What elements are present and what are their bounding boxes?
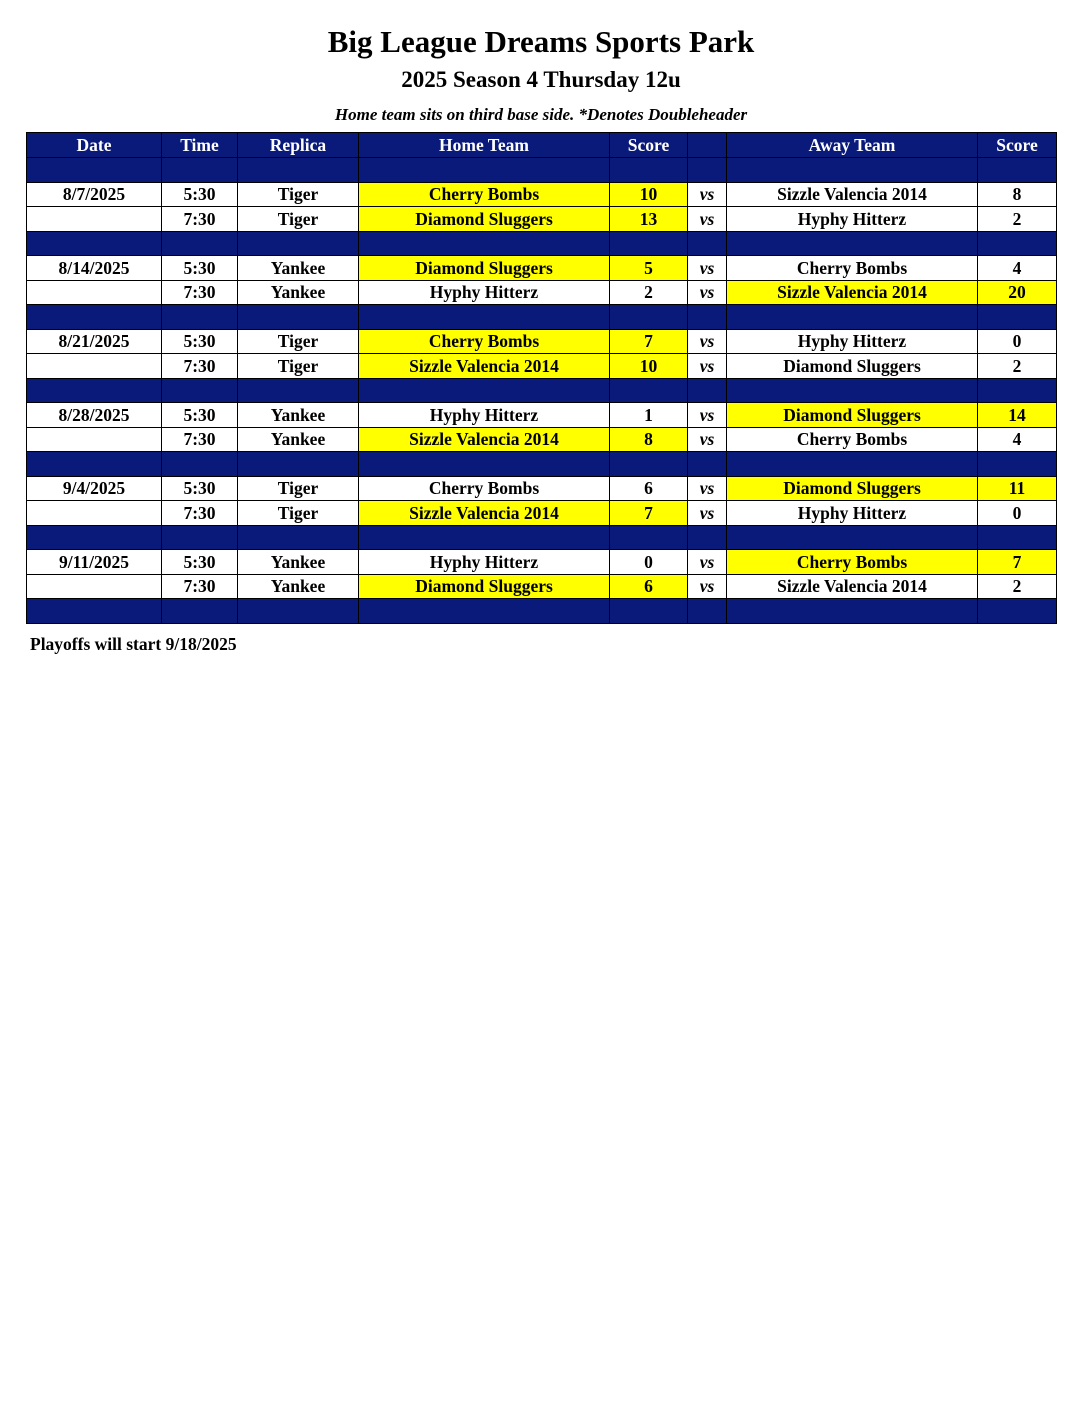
away-team-cell: Diamond Sluggers bbox=[727, 403, 978, 428]
separator-cell bbox=[978, 452, 1057, 477]
vs-cell: vs bbox=[688, 280, 727, 305]
separator-row bbox=[27, 525, 1057, 550]
date-cell bbox=[27, 207, 162, 232]
game-row bbox=[27, 256, 1057, 281]
away-score-cell: 14 bbox=[978, 403, 1057, 428]
time-cell: 7:30 bbox=[162, 354, 238, 379]
separator-cell bbox=[27, 452, 162, 477]
vs-cell: vs bbox=[688, 207, 727, 232]
separator-cell bbox=[727, 231, 978, 256]
column-header-date: Date bbox=[27, 133, 162, 158]
separator-cell bbox=[978, 525, 1057, 550]
separator-cell bbox=[27, 231, 162, 256]
separator-cell bbox=[238, 378, 359, 403]
separator-cell bbox=[162, 158, 238, 183]
separator-row bbox=[27, 231, 1057, 256]
date-cell bbox=[27, 354, 162, 379]
separator-cell bbox=[162, 525, 238, 550]
away-team-cell: Hyphy Hitterz bbox=[727, 329, 978, 354]
away-score-cell: 4 bbox=[978, 427, 1057, 452]
away-score-cell: 20 bbox=[978, 280, 1057, 305]
home-team-cell: Cherry Bombs bbox=[359, 182, 610, 207]
home-score-cell: 0 bbox=[610, 550, 688, 575]
separator-row bbox=[27, 378, 1057, 403]
date-cell: 8/14/2025 bbox=[27, 256, 162, 281]
away-score-cell: 0 bbox=[978, 501, 1057, 526]
separator-cell bbox=[27, 378, 162, 403]
date-cell: 8/28/2025 bbox=[27, 403, 162, 428]
separator-cell bbox=[27, 525, 162, 550]
home-team-cell: Sizzle Valencia 2014 bbox=[359, 501, 610, 526]
vs-cell: vs bbox=[688, 329, 727, 354]
vs-cell: vs bbox=[688, 550, 727, 575]
vs-cell: vs bbox=[688, 427, 727, 452]
home-team-cell: Diamond Sluggers bbox=[359, 256, 610, 281]
separator-cell bbox=[359, 158, 610, 183]
home-team-cell: Hyphy Hitterz bbox=[359, 280, 610, 305]
page-subtitle: 2025 Season 4 Thursday 12u bbox=[401, 67, 681, 92]
home-score-cell: 8 bbox=[610, 427, 688, 452]
home-team-cell: Sizzle Valencia 2014 bbox=[359, 354, 610, 379]
away-score-cell: 2 bbox=[978, 207, 1057, 232]
separator-cell bbox=[27, 305, 162, 330]
game-row bbox=[27, 354, 1057, 379]
column-header-vs bbox=[688, 133, 727, 158]
away-score-cell: 2 bbox=[978, 574, 1057, 599]
separator-cell bbox=[27, 158, 162, 183]
separator-cell bbox=[162, 378, 238, 403]
away-team-cell: Sizzle Valencia 2014 bbox=[727, 280, 978, 305]
separator-cell bbox=[162, 452, 238, 477]
away-team-cell: Cherry Bombs bbox=[727, 256, 978, 281]
separator-cell bbox=[727, 525, 978, 550]
vs-cell: vs bbox=[688, 574, 727, 599]
vs-cell: vs bbox=[688, 501, 727, 526]
separator-cell bbox=[688, 305, 727, 330]
time-cell: 5:30 bbox=[162, 182, 238, 207]
vs-cell: vs bbox=[688, 403, 727, 428]
separator-cell bbox=[238, 599, 359, 624]
replica-cell: Yankee bbox=[238, 574, 359, 599]
replica-cell: Tiger bbox=[238, 182, 359, 207]
separator-cell bbox=[610, 305, 688, 330]
home-score-cell: 5 bbox=[610, 256, 688, 281]
home-score-cell: 6 bbox=[610, 574, 688, 599]
home-score-cell: 10 bbox=[610, 354, 688, 379]
game-row bbox=[27, 550, 1057, 575]
replica-cell: Tiger bbox=[238, 501, 359, 526]
game-row bbox=[27, 403, 1057, 428]
separator-cell bbox=[978, 231, 1057, 256]
time-cell: 5:30 bbox=[162, 403, 238, 428]
time-cell: 5:30 bbox=[162, 476, 238, 501]
home-score-cell: 2 bbox=[610, 280, 688, 305]
time-cell: 5:30 bbox=[162, 256, 238, 281]
away-team-cell: Hyphy Hitterz bbox=[727, 501, 978, 526]
separator-cell bbox=[610, 599, 688, 624]
separator-cell bbox=[359, 452, 610, 477]
separator-cell bbox=[610, 378, 688, 403]
separator-cell bbox=[727, 599, 978, 624]
column-header-replica: Replica bbox=[238, 133, 359, 158]
date-cell: 8/7/2025 bbox=[27, 182, 162, 207]
time-cell: 7:30 bbox=[162, 427, 238, 452]
home-score-cell: 1 bbox=[610, 403, 688, 428]
replica-cell: Yankee bbox=[238, 550, 359, 575]
away-score-cell: 2 bbox=[978, 354, 1057, 379]
separator-cell bbox=[359, 599, 610, 624]
column-header-away-score: Score bbox=[978, 133, 1057, 158]
game-row bbox=[27, 280, 1057, 305]
away-score-cell: 4 bbox=[978, 256, 1057, 281]
separator-cell bbox=[978, 599, 1057, 624]
home-team-cell: Sizzle Valencia 2014 bbox=[359, 427, 610, 452]
separator-cell bbox=[727, 158, 978, 183]
separator-cell bbox=[359, 378, 610, 403]
away-team-cell: Sizzle Valencia 2014 bbox=[727, 574, 978, 599]
vs-cell: vs bbox=[688, 182, 727, 207]
replica-cell: Tiger bbox=[238, 476, 359, 501]
home-team-cell: Cherry Bombs bbox=[359, 329, 610, 354]
replica-cell: Tiger bbox=[238, 354, 359, 379]
date-cell bbox=[27, 574, 162, 599]
column-header-home-score: Score bbox=[610, 133, 688, 158]
home-score-cell: 6 bbox=[610, 476, 688, 501]
away-score-cell: 0 bbox=[978, 329, 1057, 354]
separator-cell bbox=[359, 231, 610, 256]
away-team-cell: Diamond Sluggers bbox=[727, 354, 978, 379]
away-team-cell: Diamond Sluggers bbox=[727, 476, 978, 501]
separator-row bbox=[27, 305, 1057, 330]
time-cell: 5:30 bbox=[162, 550, 238, 575]
separator-cell bbox=[162, 231, 238, 256]
game-row bbox=[27, 207, 1057, 232]
game-row bbox=[27, 182, 1057, 207]
separator-cell bbox=[978, 158, 1057, 183]
away-score-cell: 7 bbox=[978, 550, 1057, 575]
separator-cell bbox=[688, 158, 727, 183]
time-cell: 7:30 bbox=[162, 574, 238, 599]
playoffs-note: Playoffs will start 9/18/2025 bbox=[30, 634, 237, 654]
separator-cell bbox=[359, 525, 610, 550]
separator-cell bbox=[27, 599, 162, 624]
separator-row bbox=[27, 158, 1057, 183]
separator-cell bbox=[238, 158, 359, 183]
time-cell: 5:30 bbox=[162, 329, 238, 354]
vs-cell: vs bbox=[688, 354, 727, 379]
away-team-cell: Cherry Bombs bbox=[727, 427, 978, 452]
game-row bbox=[27, 329, 1057, 354]
replica-cell: Yankee bbox=[238, 280, 359, 305]
home-score-cell: 13 bbox=[610, 207, 688, 232]
separator-cell bbox=[162, 305, 238, 330]
time-cell: 7:30 bbox=[162, 280, 238, 305]
date-cell: 8/21/2025 bbox=[27, 329, 162, 354]
separator-cell bbox=[238, 305, 359, 330]
replica-cell: Yankee bbox=[238, 403, 359, 428]
separator-cell bbox=[238, 452, 359, 477]
page-note: Home team sits on third base side. *Denotes Doubleheader bbox=[334, 105, 748, 124]
vs-cell: vs bbox=[688, 256, 727, 281]
separator-cell bbox=[610, 452, 688, 477]
vs-cell: vs bbox=[688, 476, 727, 501]
page-title: Big League Dreams Sports Park bbox=[327, 24, 755, 59]
separator-cell bbox=[688, 378, 727, 403]
column-header-home-team: Home Team bbox=[359, 133, 610, 158]
separator-row bbox=[27, 599, 1057, 624]
replica-cell: Yankee bbox=[238, 427, 359, 452]
home-team-cell: Hyphy Hitterz bbox=[359, 550, 610, 575]
separator-cell bbox=[238, 231, 359, 256]
game-row bbox=[27, 501, 1057, 526]
table-header-row bbox=[27, 133, 1057, 158]
home-team-cell: Hyphy Hitterz bbox=[359, 403, 610, 428]
game-row bbox=[27, 427, 1057, 452]
date-cell: 9/11/2025 bbox=[27, 550, 162, 575]
time-cell: 7:30 bbox=[162, 501, 238, 526]
separator-row bbox=[27, 452, 1057, 477]
date-cell bbox=[27, 427, 162, 452]
separator-cell bbox=[978, 378, 1057, 403]
separator-cell bbox=[688, 231, 727, 256]
separator-cell bbox=[727, 452, 978, 477]
separator-cell bbox=[688, 525, 727, 550]
away-team-cell: Sizzle Valencia 2014 bbox=[727, 182, 978, 207]
home-team-cell: Diamond Sluggers bbox=[359, 574, 610, 599]
game-row bbox=[27, 574, 1057, 599]
replica-cell: Tiger bbox=[238, 207, 359, 232]
date-cell: 9/4/2025 bbox=[27, 476, 162, 501]
game-row bbox=[27, 476, 1057, 501]
column-header-away-team: Away Team bbox=[727, 133, 978, 158]
schedule-table bbox=[26, 132, 1057, 624]
home-score-cell: 10 bbox=[610, 182, 688, 207]
replica-cell: Tiger bbox=[238, 329, 359, 354]
home-team-cell: Cherry Bombs bbox=[359, 476, 610, 501]
away-score-cell: 8 bbox=[978, 182, 1057, 207]
date-cell bbox=[27, 501, 162, 526]
schedule-body bbox=[27, 158, 1057, 624]
separator-cell bbox=[978, 305, 1057, 330]
home-team-cell: Diamond Sluggers bbox=[359, 207, 610, 232]
away-score-cell: 11 bbox=[978, 476, 1057, 501]
replica-cell: Yankee bbox=[238, 256, 359, 281]
separator-cell bbox=[727, 378, 978, 403]
separator-cell bbox=[610, 158, 688, 183]
date-cell bbox=[27, 280, 162, 305]
separator-cell bbox=[610, 231, 688, 256]
separator-cell bbox=[727, 305, 978, 330]
away-team-cell: Cherry Bombs bbox=[727, 550, 978, 575]
separator-cell bbox=[162, 599, 238, 624]
time-cell: 7:30 bbox=[162, 207, 238, 232]
separator-cell bbox=[688, 452, 727, 477]
separator-cell bbox=[688, 599, 727, 624]
home-score-cell: 7 bbox=[610, 501, 688, 526]
separator-cell bbox=[359, 305, 610, 330]
separator-cell bbox=[610, 525, 688, 550]
home-score-cell: 7 bbox=[610, 329, 688, 354]
column-header-time: Time bbox=[162, 133, 238, 158]
separator-cell bbox=[238, 525, 359, 550]
away-team-cell: Hyphy Hitterz bbox=[727, 207, 978, 232]
